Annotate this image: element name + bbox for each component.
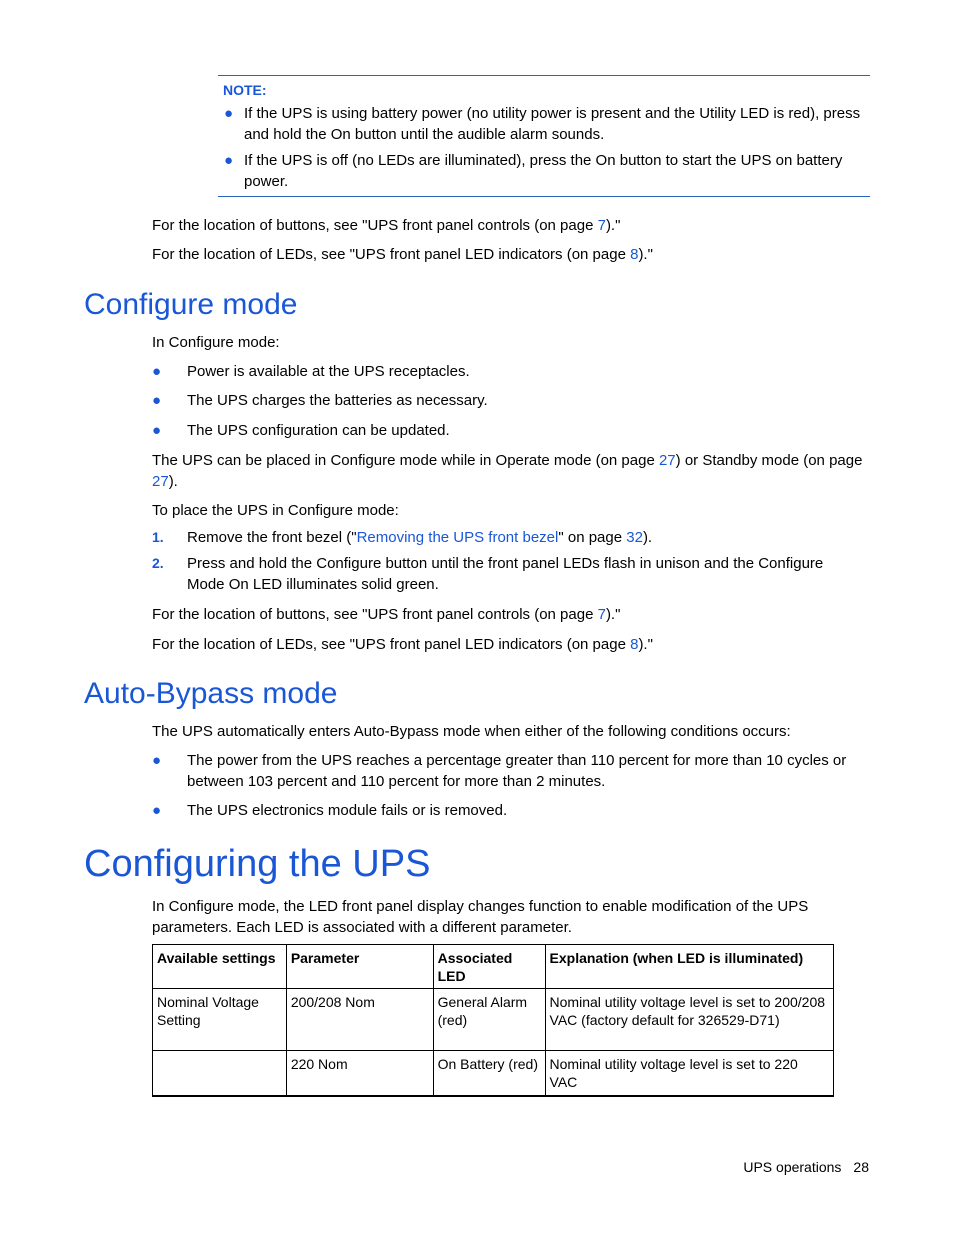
list-item: ● Power is available at the UPS receptacles.	[152, 363, 470, 380]
auto-bypass-heading: Auto-Bypass mode	[84, 677, 338, 710]
bullet-icon: ●	[224, 105, 234, 122]
column-header: Explanation (when LED is illuminated)	[545, 945, 833, 989]
list-item: ● The power from the UPS reaches a percentage greater than 110 percent for more than 10 cycles or between 103 percent and 110 percent for more than 2 minutes.	[152, 752, 847, 790]
step-number: 1.	[152, 529, 164, 545]
bullet-icon: ●	[152, 392, 162, 409]
configure-mode-lead: In Configure mode:	[152, 334, 280, 351]
list-item: 1. Remove the front bezel ("Removing the UPS front bezel" on page 32).	[152, 529, 653, 546]
page-link[interactable]: 8	[630, 636, 639, 653]
table-row	[153, 989, 834, 1051]
note-item: ● If the UPS is off (no LEDs are illuminated), press the On button to start the UPS on battery power.	[224, 152, 843, 190]
configure-mode-placement-text: The UPS can be placed in Configure mode while in Operate mode (on page 27) or Standby mode (on page 27).	[152, 452, 863, 490]
page-link[interactable]: 8	[630, 246, 639, 263]
page-link[interactable]: 7	[597, 606, 606, 623]
column-header: Available settings	[153, 945, 287, 989]
auto-bypass-bullets	[152, 750, 864, 821]
configuring-ups-lead: In Configure mode, the LED front panel display changes function to enable modification of the UPS parameters. Each LED is associated with a different parameter.	[152, 898, 809, 936]
list-item: ● The UPS configuration can be updated.	[152, 422, 450, 439]
note-list	[218, 103, 870, 192]
note-title: NOTE:	[223, 82, 267, 98]
bullet-icon: ●	[152, 752, 162, 769]
configuring-ups-heading: Configuring the UPS	[84, 843, 431, 885]
note-item: ● If the UPS is using battery power (no utility power is present and the Utility LED is red), press and hold the On button until the audible alarm sounds.	[224, 105, 861, 143]
page-link[interactable]: 32	[626, 529, 643, 546]
buttons-location-text: For the location of buttons, see "UPS front panel controls (on page 7)."	[152, 217, 621, 234]
table-cell: Nominal utility voltage level is set to 200/208 VAC (factory default for 326529-D71)	[545, 989, 833, 1051]
page-link[interactable]: 27	[658, 452, 676, 469]
page-footer	[743, 1158, 869, 1176]
auto-bypass-lead: The UPS automatically enters Auto-Bypass mode when either of the following conditions occurs:	[152, 723, 791, 740]
bullet-icon: ●	[152, 363, 162, 380]
page-number: 28	[853, 1159, 869, 1175]
column-header: Parameter	[286, 945, 433, 989]
table-cell: On Battery (red)	[433, 1051, 545, 1097]
table-cell: General Alarm (red)	[433, 989, 545, 1051]
removing-bezel-link[interactable]: Removing the UPS front bezel	[356, 529, 559, 546]
list-item: 2. Press and hold the Configure button until the front panel LEDs flash in unison and the Configure Mode On LED illuminates solid green.	[152, 555, 824, 593]
table-cell: Nominal utility voltage level is set to 220 VAC	[545, 1051, 833, 1097]
bullet-icon: ●	[152, 802, 162, 819]
note-box	[218, 75, 870, 197]
table-cell: Nominal Voltage Setting	[153, 989, 287, 1051]
leds-location-text: For the location of LEDs, see "UPS front panel LED indicators (on page 8)."	[152, 636, 653, 653]
table-cell: 200/208 Nom	[286, 989, 433, 1051]
table-row	[153, 1051, 834, 1097]
configure-mode-heading: Configure mode	[84, 288, 298, 321]
settings-table	[152, 944, 834, 1097]
page-link[interactable]: 27	[152, 473, 169, 490]
table-header-row	[153, 945, 834, 989]
footer-section: UPS operations	[743, 1159, 842, 1175]
column-header: Associated LED	[433, 945, 545, 989]
bullet-icon: ●	[152, 422, 162, 439]
configure-mode-bullets	[152, 361, 864, 441]
bullet-icon: ●	[224, 152, 234, 169]
configure-mode-steps	[152, 527, 864, 595]
table-cell	[153, 1051, 287, 1097]
list-item: ● The UPS charges the batteries as necessary.	[152, 392, 488, 409]
configure-mode-steps-lead: To place the UPS in Configure mode:	[152, 502, 399, 519]
leds-location-text: For the location of LEDs, see "UPS front panel LED indicators (on page 8)."	[152, 246, 653, 263]
buttons-location-text: For the location of buttons, see "UPS front panel controls (on page 7)."	[152, 606, 621, 623]
list-item: ● The UPS electronics module fails or is removed.	[152, 802, 508, 819]
page-link[interactable]: 7	[597, 217, 606, 234]
table-cell: 220 Nom	[286, 1051, 433, 1097]
step-number: 2.	[152, 555, 164, 571]
